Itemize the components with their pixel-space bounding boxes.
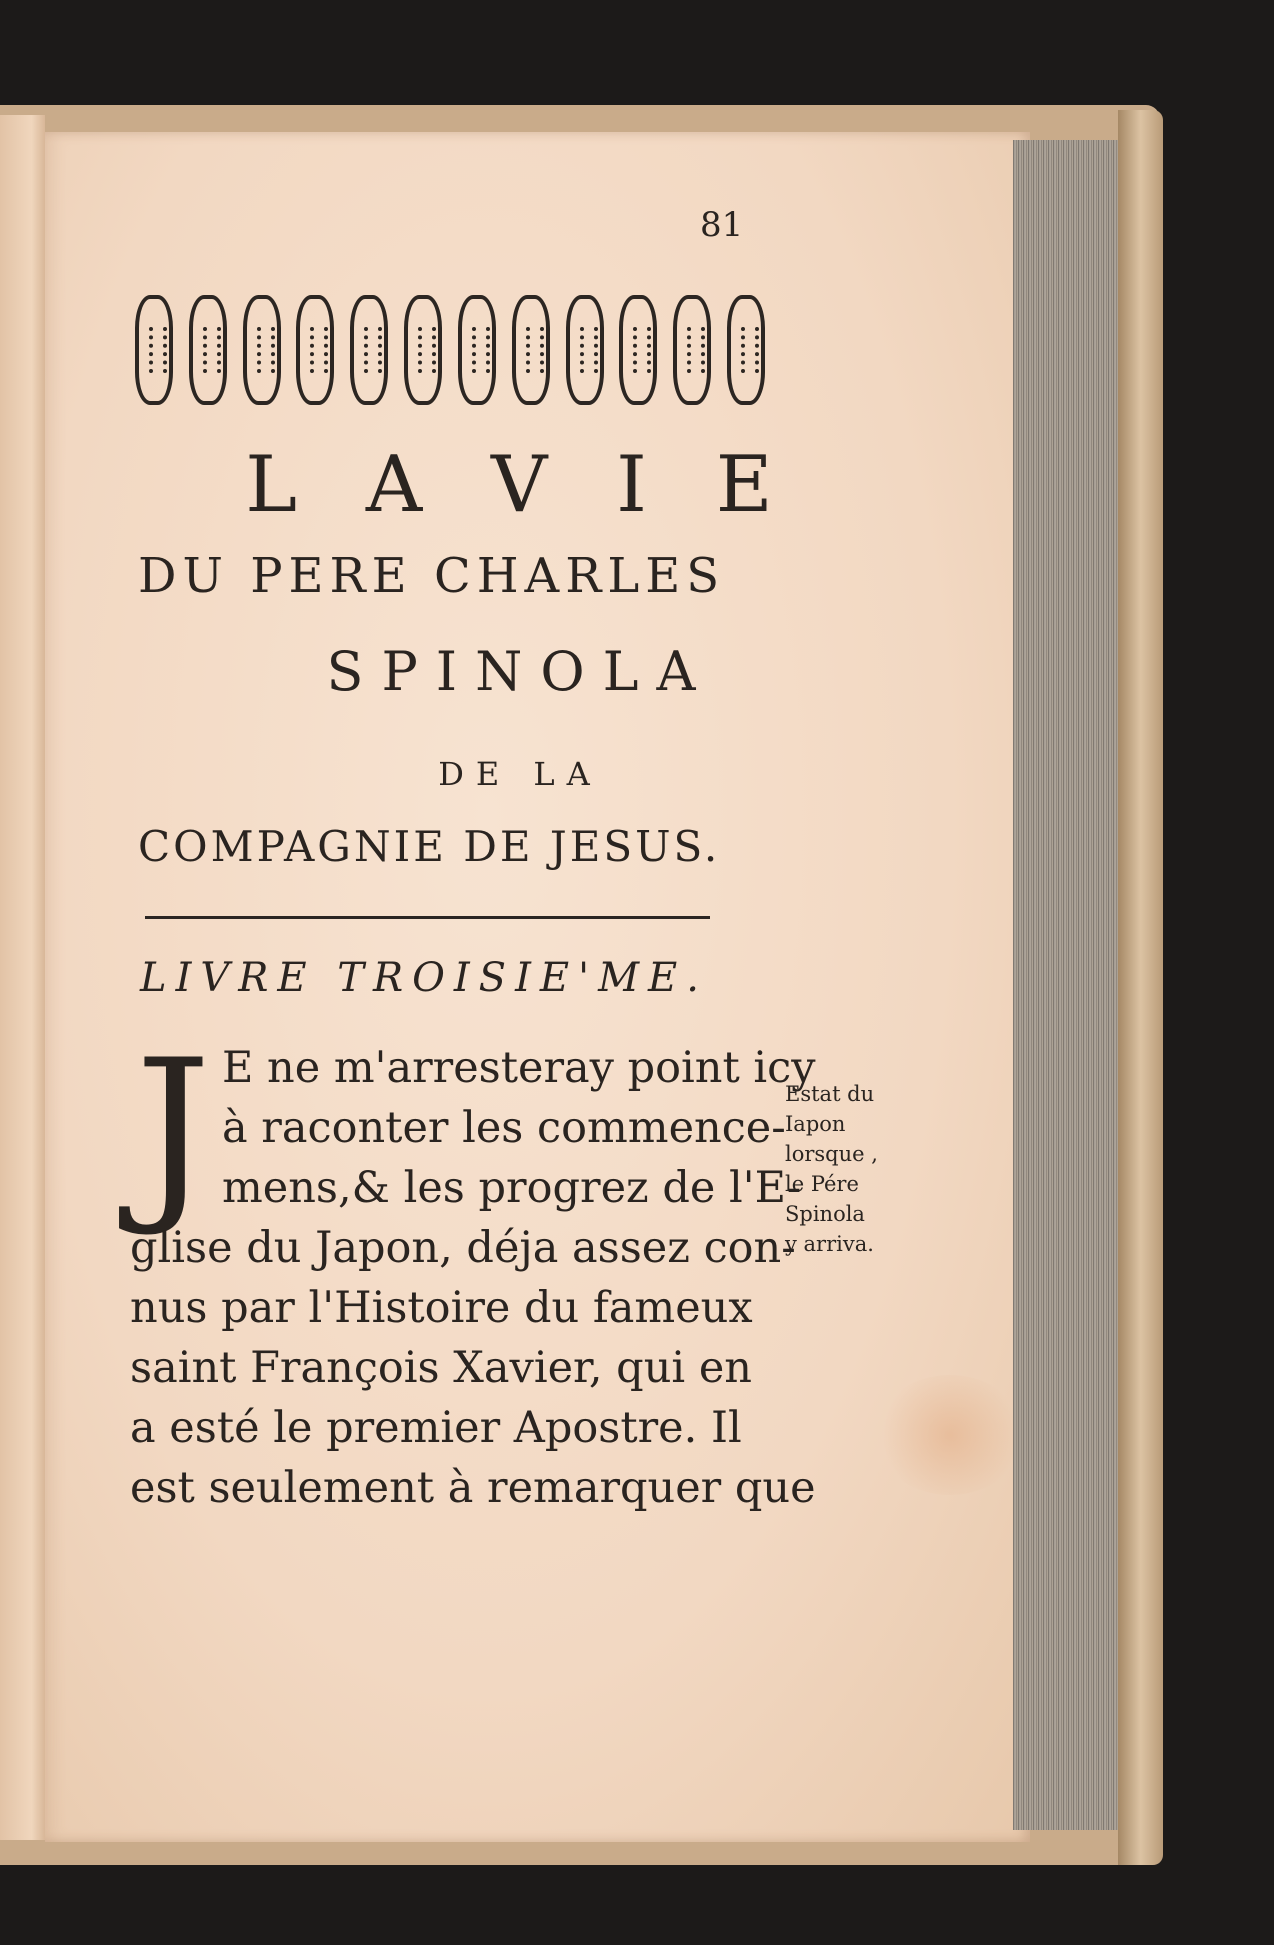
- margin-note-line: Estat du: [785, 1082, 875, 1106]
- page-number: 81: [700, 205, 744, 245]
- body-line: E ne m'arresteray point icy: [222, 1043, 816, 1093]
- title-line-4: DE LA: [438, 755, 602, 793]
- ornament-icon: [727, 295, 765, 405]
- title-line-1: L A V I E: [245, 440, 795, 530]
- foxing-stain: [875, 1375, 1025, 1495]
- body-line: est seulement à remarquer que: [130, 1463, 816, 1513]
- horizontal-rule: [145, 916, 710, 919]
- ornament-icon: [566, 295, 604, 405]
- drop-cap: J: [135, 1019, 212, 1240]
- ornament-icon: [296, 295, 334, 405]
- ornament-icon: [458, 295, 496, 405]
- ornament-icon: [135, 295, 173, 405]
- ornament-icon: [673, 295, 711, 405]
- body-line: nus par l'Histoire du fameux: [130, 1283, 753, 1333]
- margin-note-line: y arriva.: [785, 1232, 874, 1256]
- margin-note-line: le Pére: [785, 1172, 859, 1196]
- decorative-headpiece: [135, 290, 765, 410]
- ornament-icon: [404, 295, 442, 405]
- title-line-2: DU PERE CHARLES: [138, 548, 726, 604]
- ornament-icon: [619, 295, 657, 405]
- margin-note-line: Iapon: [785, 1112, 846, 1136]
- body-line: à raconter les commence-: [222, 1103, 786, 1153]
- left-page-edge: [0, 115, 45, 1840]
- title-line-3: SPINOLA: [326, 640, 714, 703]
- margin-note-line: Spinola: [785, 1202, 865, 1226]
- ornament-icon: [512, 295, 550, 405]
- body-line: saint François Xavier, qui en: [130, 1343, 752, 1393]
- ornament-icon: [243, 295, 281, 405]
- body-line: a esté le premier Apostre. Il: [130, 1403, 742, 1453]
- margin-note-line: lorsque ,: [785, 1142, 878, 1166]
- title-line-5: COMPAGNIE DE JESUS.: [138, 822, 721, 871]
- body-line: mens,& les progrez de l'E-: [222, 1163, 802, 1213]
- ornament-icon: [350, 295, 388, 405]
- cover-edge: [1118, 110, 1163, 1865]
- page-block-edge: [1013, 140, 1118, 1830]
- book-heading: LIVRE TROISIE'ME.: [140, 955, 708, 1001]
- ornament-icon: [189, 295, 227, 405]
- body-line: glise du Japon, déja assez con-: [130, 1223, 796, 1273]
